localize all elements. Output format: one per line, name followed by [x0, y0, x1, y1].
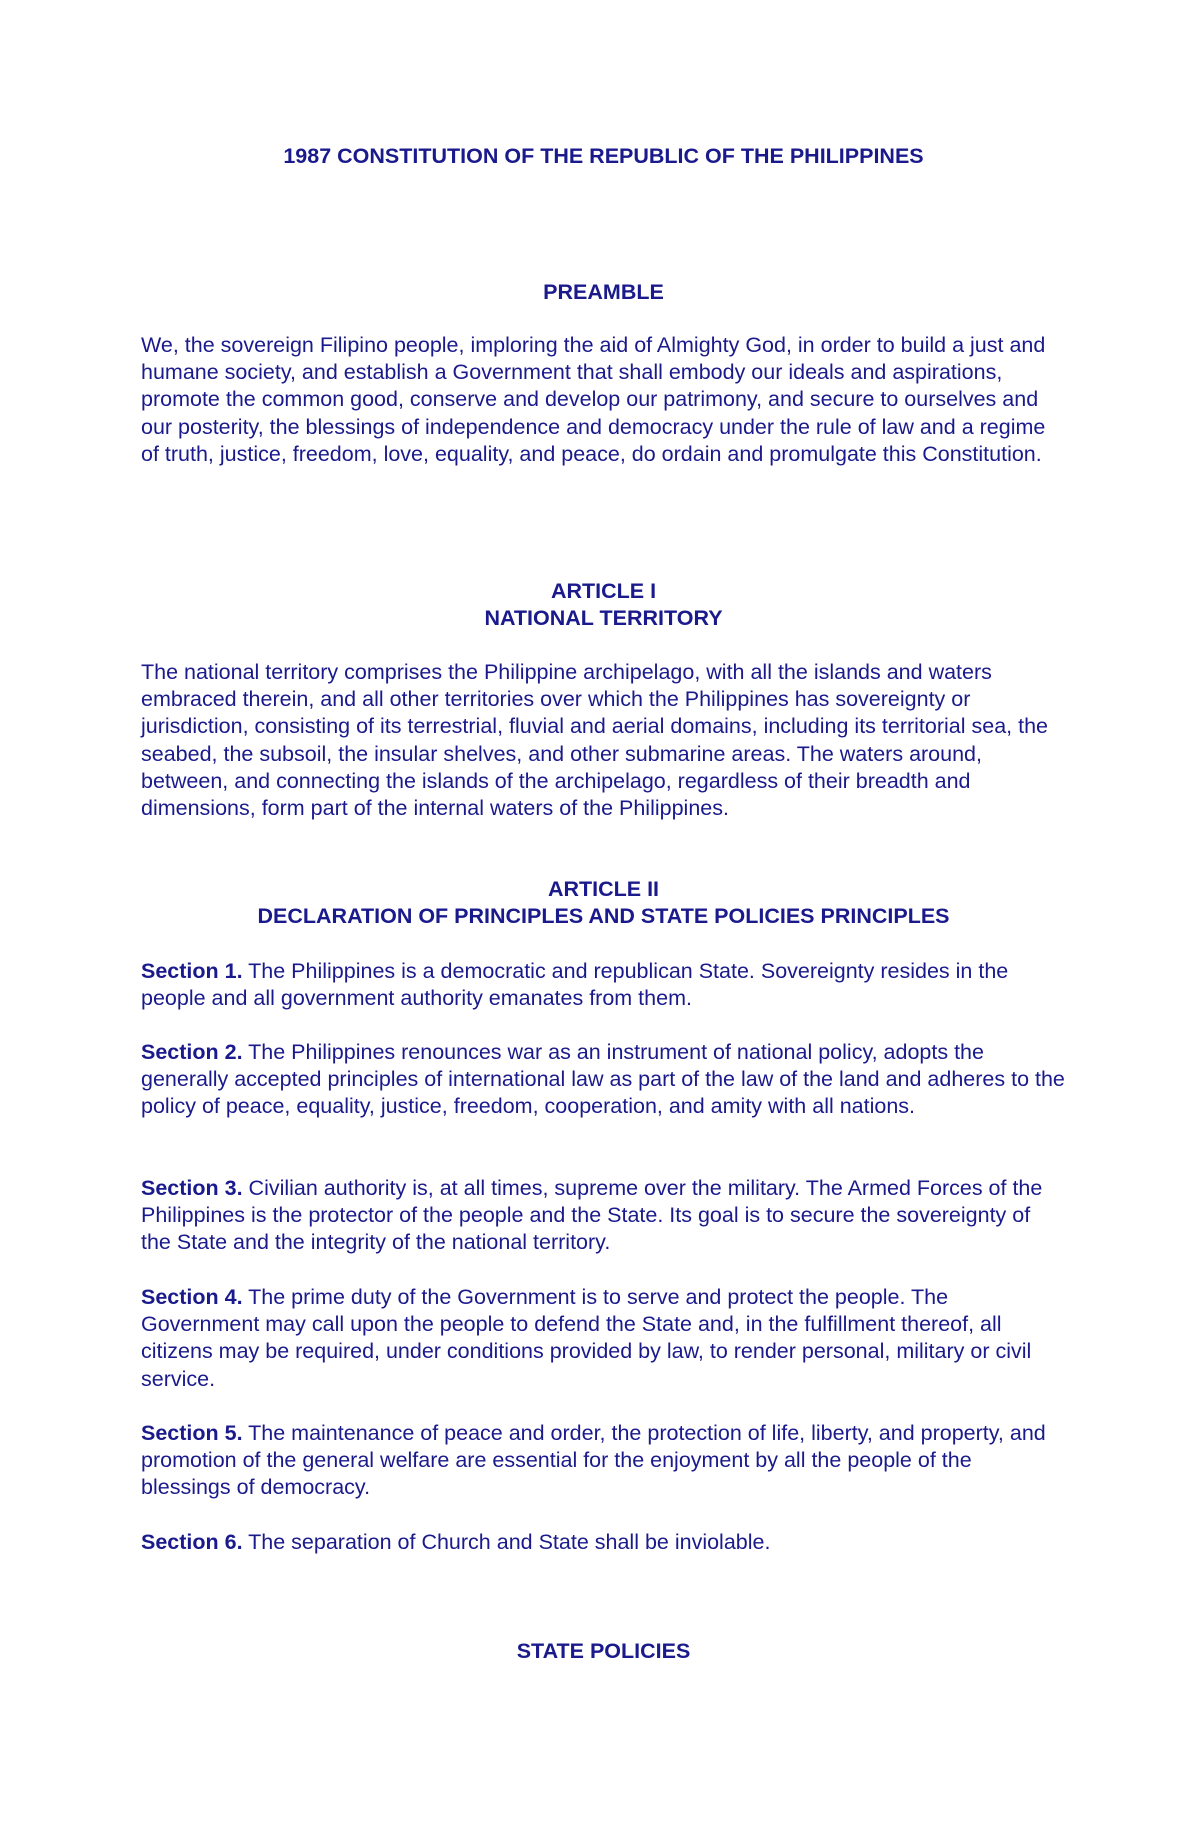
- article-1-text: The national territory comprises the Philippine archipelago, with all the islands and waters embraced therein, and all other territories over which the Philippines has sovereignty or jurisdiction, consisting of its terrestrial, fluvial and aerial domains, including its territorial sea, the seabed, the subsoil, the insular shelves, and other submarine areas. The waters around, between, and connecting the islands of the archipelago, regardless of their breadth and dimensions, form part of the internal waters of the Philippines.: [141, 660, 1048, 821]
- section-5-text: The maintenance of peace and order, the protection of life, liberty, and property, and promotion of the general welfare are essential for the enjoyment by all the people of the blessings of democracy.: [141, 1421, 1046, 1500]
- section-4-label: Section 4.: [141, 1285, 243, 1309]
- section-2-label: Section 2.: [141, 1040, 243, 1064]
- section-2-text: The Philippines renounces war as an instrument of national policy, adopts the generally accepted principles of international law as part of the law of the land and adheres to the policy of peace, equality, justice, freedom, cooperation, and amity with all nations.: [141, 1040, 1065, 1119]
- article-2-number: ARTICLE II: [547, 877, 660, 901]
- section-6-text: The separation of Church and State shall be inviolable.: [242, 1530, 771, 1554]
- article-1-title: NATIONAL TERRITORY: [484, 606, 723, 630]
- section-1: [141, 958, 1066, 1012]
- section-6: [141, 1529, 1066, 1556]
- section-3: [141, 1175, 1066, 1257]
- section-5: [141, 1420, 1066, 1502]
- section-2: [141, 1039, 1066, 1121]
- preamble-text: We, the sovereign Filipino people, imploring the aid of Almighty God, in order to build a just and humane society, and establish a Government that shall embody our ideals and aspirations, promote the common good, conserve and develop our patrimony, and secure to ourselves and our posterity, the blessings of independence and democracy under the rule of law and a regime of truth, justice, freedom, love, equality, and peace, do ordain and promulgate this Constitution.: [141, 333, 1046, 466]
- document-title: 1987 CONSTITUTION OF THE REPUBLIC OF THE PHILIPPINES: [283, 144, 924, 168]
- article-1-number: ARTICLE I: [550, 579, 657, 603]
- section-4-text: The prime duty of the Government is to serve and protect the people. The Government may call upon the people to defend the State and, in the fulfillment thereof, all citizens may be required, under conditions provided by law, to render personal, military or civil service.: [141, 1285, 1032, 1391]
- state-policies-heading: STATE POLICIES: [516, 1639, 691, 1663]
- article-2-title: DECLARATION OF PRINCIPLES AND STATE POLICIES PRINCIPLES: [257, 904, 950, 928]
- section-4: [141, 1284, 1066, 1393]
- article-1-header: [141, 578, 1066, 632]
- article-2-header: [141, 876, 1066, 930]
- section-5-label: Section 5.: [141, 1421, 243, 1445]
- section-1-text: The Philippines is a democratic and republican State. Sovereignty resides in the people and all government authority emanates from them.: [141, 959, 1009, 1011]
- section-3-label: Section 3.: [141, 1176, 243, 1200]
- section-3-text: Civilian authority is, at all times, supreme over the military. The Armed Forces of the Philippines is the protector of the people and the State. Its goal is to secure the sovereignty of the State and the integrity of the national territory.: [141, 1176, 1043, 1255]
- section-6-label: Section 6.: [141, 1530, 243, 1554]
- preamble-heading: PREAMBLE: [543, 280, 664, 304]
- section-1-label: Section 1.: [141, 959, 243, 983]
